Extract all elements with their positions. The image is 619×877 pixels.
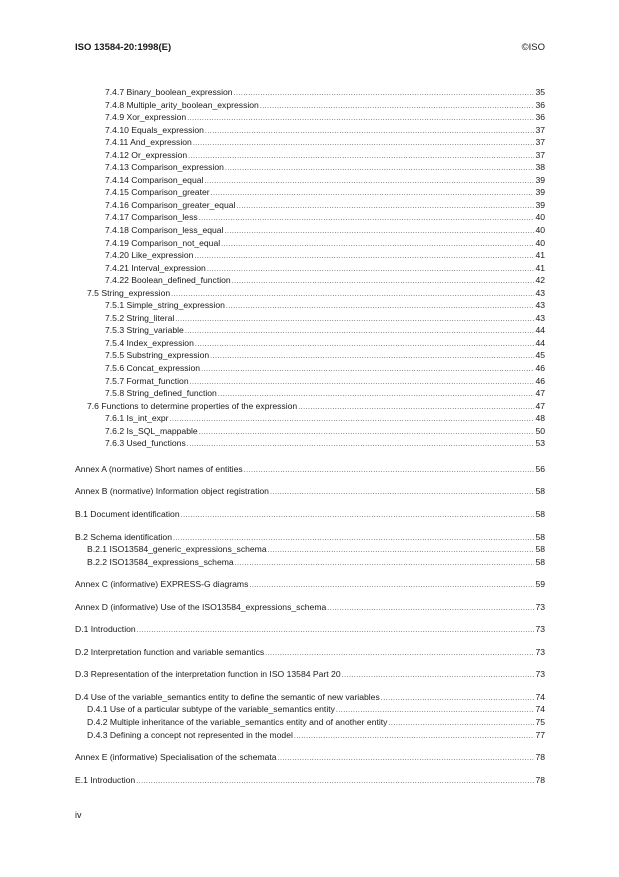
toc-entry[interactable]: 7.5.1 Simple_string_expression ..... 43 [75, 299, 545, 312]
leader-dots [199, 427, 535, 440]
leader-dots [136, 776, 534, 789]
toc-entry[interactable]: 7.5.2 String_literal ..... 43 [75, 312, 545, 325]
leader-dots [294, 731, 535, 744]
toc-entry[interactable]: 7.4.10 Equals_expression ..... 37 [75, 124, 545, 137]
toc-entry[interactable]: 7.5.6 Concat_expression ..... 46 [75, 362, 545, 375]
toc-entry[interactable]: D.1 Introduction ..... 73 [75, 623, 545, 636]
toc-entry[interactable]: 7.6.3 Used_functions ..... 53 [75, 437, 545, 450]
toc-entry[interactable]: 7.5.8 String_defined_function ..... 47 [75, 387, 545, 400]
leader-dots [187, 113, 534, 126]
leader-dots [235, 558, 535, 571]
toc-entry[interactable]: 7.4.22 Boolean_defined_function ..... 42 [75, 274, 545, 287]
toc-entry[interactable]: E.1 Introduction ..... 78 [75, 774, 545, 787]
toc-entry[interactable]: D.4 Use of the variable_semantics entity to define the semantic of new variables ..... 74 [75, 691, 545, 704]
leader-dots [327, 603, 534, 616]
toc-entry[interactable]: 7.5.4 Index_expression ..... 44 [75, 337, 545, 350]
toc-entry[interactable]: D.4.3 Defining a concept not represented in the model ..... 77 [75, 729, 545, 742]
toc-entry-annex-a[interactable]: Annex A (normative) Short names of entities ..... 56 [75, 463, 545, 476]
leader-dots [181, 510, 535, 523]
leader-dots [211, 188, 535, 201]
leader-dots [232, 276, 535, 289]
leader-dots [207, 264, 535, 277]
leader-dots [265, 648, 534, 661]
toc-entry[interactable]: 7.4.18 Comparison_less_equal ..... 40 [75, 224, 545, 237]
leader-dots [236, 201, 534, 214]
toc-entry[interactable]: D.2 Interpretation function and variable semantics ..... 73 [75, 646, 545, 659]
toc-entry[interactable]: 7.6 Functions to determine properties of the expression ..... 47 [75, 400, 545, 413]
page-header [75, 42, 545, 56]
leader-dots [388, 718, 534, 731]
document-id: ISO 13584-20:1998(E) [75, 42, 172, 53]
toc-entry[interactable]: B.2 Schema identification ..... 58 [75, 531, 545, 544]
copyright-notice: ©ISO [521, 42, 545, 53]
leader-dots [298, 402, 534, 415]
leader-dots [270, 487, 535, 500]
leader-dots [226, 301, 535, 314]
toc-entry[interactable]: 7.4.14 Comparison_equal ..... 39 [75, 174, 545, 187]
leader-dots [170, 414, 535, 427]
toc-entry[interactable]: 7.6.1 Is_int_expr ..... 48 [75, 412, 545, 425]
toc-entry[interactable]: D.3 Representation of the interpretation function in ISO 13584 Part 20 ..... 73 [75, 668, 545, 681]
toc-entry[interactable]: B.1 Document identification ..... 58 [75, 508, 545, 521]
leader-dots [195, 339, 535, 352]
leader-dots [381, 693, 535, 706]
toc-entry[interactable]: D.4.1 Use of a particular subtype of the variable_semantics entity ..... 74 [75, 703, 545, 716]
toc-entry[interactable]: 7.5.5 Substring_expression ..... 45 [75, 349, 545, 362]
toc-entry[interactable]: 7.4.19 Comparison_not_equal ..... 40 [75, 237, 545, 250]
toc-entry[interactable]: 7.4.7 Binary_boolean_expression ..... 35 [75, 86, 545, 99]
toc-entry[interactable]: 7.4.15 Comparison_greater ..... 39 [75, 186, 545, 199]
leader-dots [185, 326, 535, 339]
toc-entry[interactable]: 7.4.8 Multiple_arity_boolean_expression ..... 36 [75, 99, 545, 112]
toc-entry-annex-c[interactable]: Annex C (informative) EXPRESS-G diagrams ..... 59 [75, 578, 545, 591]
toc-entry[interactable]: 7.4.9 Xor_expression ..... 36 [75, 111, 545, 124]
leader-dots [199, 213, 535, 226]
leader-dots [205, 126, 535, 139]
leader-dots [249, 580, 534, 593]
leader-dots [244, 465, 535, 478]
toc-entry[interactable]: 7.5 String_expression ..... 43 [75, 287, 545, 300]
leader-dots [268, 545, 535, 558]
toc-entry[interactable]: 7.4.21 Interval_expression ..... 41 [75, 262, 545, 275]
toc-entry[interactable]: 7.4.13 Comparison_expression ..... 38 [75, 161, 545, 174]
toc-entry[interactable]: 7.4.17 Comparison_less ..... 40 [75, 211, 545, 224]
toc-entry[interactable]: 7.4.16 Comparison_greater_equal ..... 39 [75, 199, 545, 212]
leader-dots [234, 88, 535, 101]
table-of-contents [75, 86, 545, 786]
toc-entry-annex-b[interactable]: Annex B (normative) Information object registration ..... 58 [75, 485, 545, 498]
leader-dots [193, 138, 535, 151]
toc-entry-annex-e[interactable]: Annex E (informative) Specialisation of the schemata ..... 78 [75, 751, 545, 764]
toc-entry[interactable]: D.4.2 Multiple inheritance of the variable_semantics entity and of another entity ..... 75 [75, 716, 545, 729]
leader-dots [194, 251, 534, 264]
toc-entry[interactable]: 7.5.7 Format_function ..... 46 [75, 375, 545, 388]
leader-dots [225, 163, 534, 176]
leader-dots [188, 151, 534, 164]
leader-dots [342, 670, 535, 683]
page-number: iv [75, 810, 82, 820]
leader-dots [221, 239, 534, 252]
leader-dots [210, 351, 534, 364]
leader-dots [260, 101, 535, 114]
toc-entry[interactable]: 7.6.2 Is_SQL_mappable ..... 50 [75, 425, 545, 438]
toc-entry-annex-d[interactable]: Annex D (informative) Use of the ISO13584_expressions_schema ..... 73 [75, 601, 545, 614]
toc-entry[interactable]: 7.4.11 And_expression ..... 37 [75, 136, 545, 149]
toc-entry[interactable]: 7.5.3 String_variable ..... 44 [75, 324, 545, 337]
leader-dots [278, 753, 535, 766]
leader-dots [201, 364, 534, 377]
toc-entry[interactable]: B.2.2 ISO13584_expressions_schema ..... 58 [75, 556, 545, 569]
toc-entry[interactable]: 7.4.20 Like_expression ..... 41 [75, 249, 545, 262]
toc-entry[interactable]: 7.4.12 Or_expression ..... 37 [75, 149, 545, 162]
leader-dots [175, 314, 534, 327]
toc-entry[interactable]: B.2.1 ISO13584_generic_expressions_schema ..... 58 [75, 543, 545, 556]
leader-dots [187, 439, 535, 452]
leader-dots [204, 176, 534, 189]
leader-dots [137, 625, 535, 638]
leader-dots [190, 377, 535, 390]
leader-dots [224, 226, 534, 239]
